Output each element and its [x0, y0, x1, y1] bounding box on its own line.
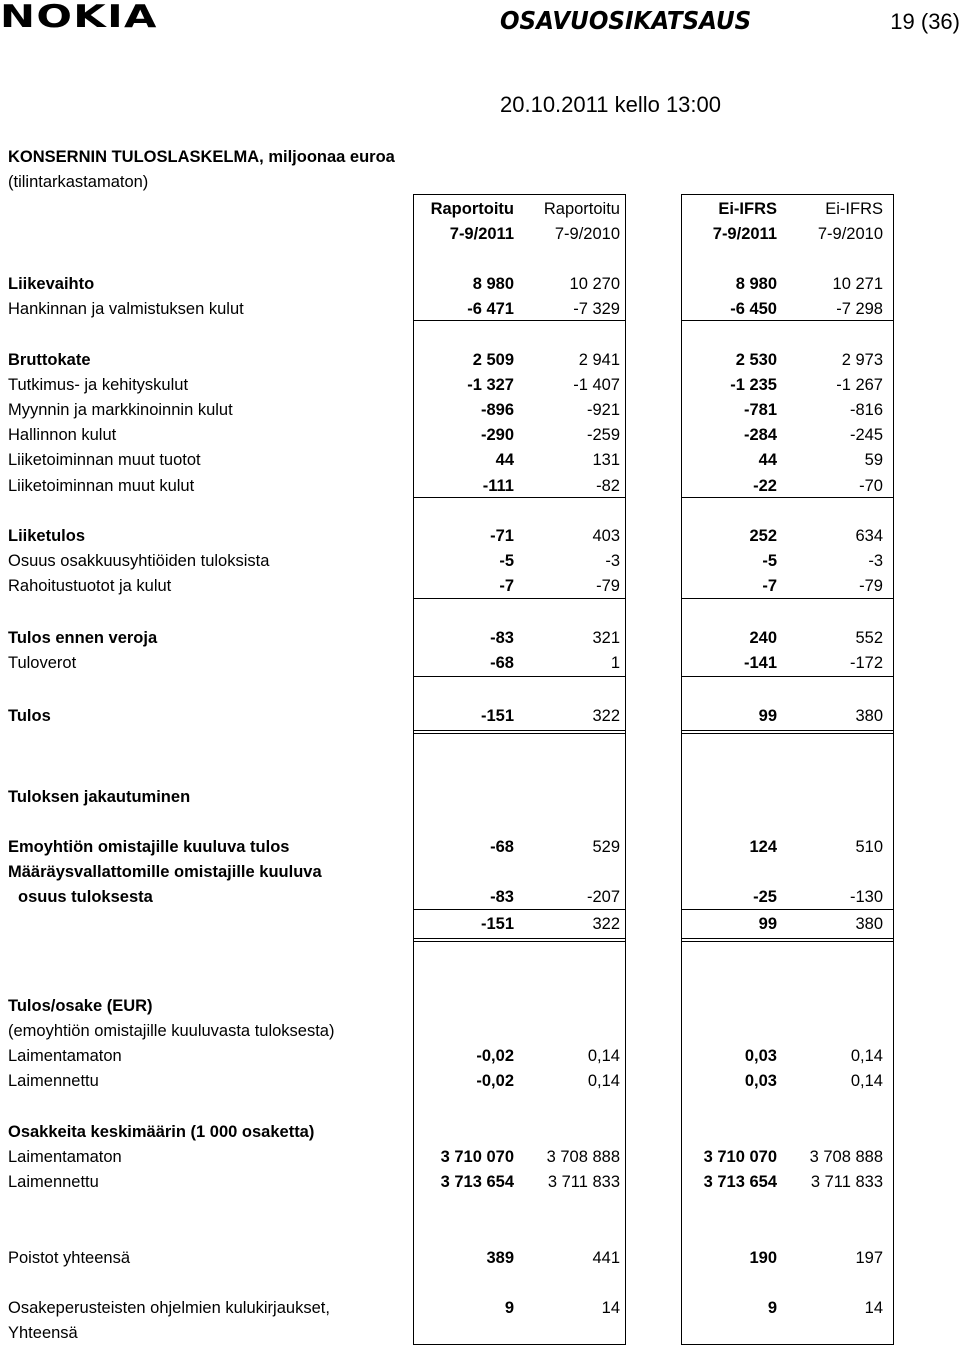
- table-row: [0, 1321, 960, 1346]
- row-label: Liiketulos: [8, 527, 86, 545]
- table-row: [0, 1120, 960, 1145]
- cell-value: -83: [490, 629, 514, 647]
- row-label: Liikevaihto: [8, 275, 95, 293]
- cell-value: 0,14: [587, 1072, 620, 1090]
- row-label: Hallinnon kulut: [8, 426, 117, 444]
- nokia-logo: NOKIA: [0, 0, 158, 35]
- cell-value: -68: [490, 838, 514, 856]
- cell-value: 510: [855, 838, 883, 856]
- cell-value: -7 329: [573, 300, 620, 318]
- cell-value: -896: [480, 401, 514, 419]
- cell-value: -172: [849, 654, 883, 672]
- cell-value: 3 710 070: [440, 1148, 514, 1166]
- cell-value: 2 530: [735, 351, 777, 369]
- table-row: [0, 474, 960, 499]
- table-row: [0, 423, 960, 448]
- cell-value: -82: [596, 477, 620, 495]
- cell-value: 2 941: [578, 351, 620, 369]
- cell-value: -921: [586, 401, 620, 419]
- row-label: Hankinnan ja valmistuksen kulut: [8, 300, 244, 318]
- cell-value: 3 708 888: [546, 1148, 620, 1166]
- cell-value: 321: [592, 629, 620, 647]
- cell-value: -0,02: [476, 1047, 514, 1065]
- cell-value: 44: [758, 451, 777, 469]
- sum-underline: [413, 320, 626, 321]
- col2-line1: Raportoitu: [543, 200, 620, 218]
- row-label: Laimennettu: [8, 1072, 99, 1090]
- cell-value: -781: [743, 401, 777, 419]
- sum-underline: [681, 320, 894, 321]
- row-label: Laimennettu: [8, 1173, 99, 1191]
- row-label: Tulos ennen veroja: [8, 629, 158, 647]
- row-label: Laimentamaton: [8, 1047, 122, 1065]
- sum-underline: [681, 676, 894, 677]
- cell-value: -5: [762, 552, 777, 570]
- sum-underline: [413, 676, 626, 677]
- cell-value: -25: [753, 888, 777, 906]
- cell-value: -6 471: [467, 300, 514, 318]
- table-row: [0, 835, 960, 860]
- cell-value: 1: [610, 654, 620, 672]
- cell-value: 3 708 888: [809, 1148, 883, 1166]
- sum-underline: [681, 598, 894, 599]
- row-label: Tutkimus- ja kehityskulut: [8, 376, 189, 394]
- row-label: Osuus osakkuusyhtiöiden tuloksista: [8, 552, 270, 570]
- table-row: [0, 860, 960, 885]
- report-title: KONSERNIN TULOSLASKELMA, miljoonaa euroa: [8, 148, 395, 166]
- row-label: Osakeperusteisten ohjelmien kulukirjaukset,: [8, 1299, 330, 1317]
- row-label: (emoyhtiön omistajille kuuluvasta tuloksesta): [8, 1022, 335, 1040]
- row-label: Liiketoiminnan muut kulut: [8, 477, 195, 495]
- cell-value: 3 713 654: [703, 1173, 777, 1191]
- cell-value: 3 711 833: [547, 1173, 620, 1191]
- table-row: [0, 785, 960, 810]
- report-subtitle: (tilintarkastamaton): [8, 173, 149, 191]
- col1-line1: Raportoitu: [430, 200, 514, 218]
- cell-value: -207: [586, 888, 620, 906]
- row-label: osuus tuloksesta: [18, 888, 153, 906]
- page-number: 19 (36): [890, 9, 960, 34]
- table-row: [0, 704, 960, 729]
- cell-value: 44: [495, 451, 514, 469]
- table-row: [0, 524, 960, 549]
- total-double-underline: [413, 938, 626, 942]
- table-row: [0, 885, 960, 910]
- cell-value: -79: [859, 577, 883, 595]
- table-row: [0, 272, 960, 297]
- row-label: Tulos: [8, 707, 51, 725]
- cell-value: -151: [480, 915, 514, 933]
- cell-value: 59: [864, 451, 883, 469]
- cell-value: -71: [490, 527, 514, 545]
- sum-underline: [413, 497, 626, 498]
- row-label: Liiketoiminnan muut tuotot: [8, 451, 201, 469]
- cell-value: -1 235: [730, 376, 777, 394]
- row-label: Määräysvallattomille omistajille kuuluva: [8, 863, 322, 881]
- cell-value: -7: [762, 577, 777, 595]
- section-heading: Osakkeita keskimäärin (1 000 osaketta): [8, 1123, 315, 1141]
- cell-value: 9: [504, 1299, 514, 1317]
- col2-line2: 7-9/2010: [554, 225, 620, 243]
- row-label: Poistot yhteensä: [8, 1249, 130, 1267]
- cell-value: 190: [749, 1249, 777, 1267]
- cell-value: 529: [592, 838, 620, 856]
- cell-value: 240: [749, 629, 777, 647]
- row-label: Rahoitustuotot ja kulut: [8, 577, 172, 595]
- cell-value: 0,03: [744, 1072, 777, 1090]
- total-double-underline: [681, 730, 894, 734]
- cell-value: -284: [743, 426, 777, 444]
- section-heading: Tuloksen jakautuminen: [8, 788, 191, 806]
- col3-line1: Ei-IFRS: [718, 200, 777, 218]
- cell-value: 0,14: [587, 1047, 620, 1065]
- table-row: [0, 574, 960, 599]
- cell-value: -245: [849, 426, 883, 444]
- cell-value: 124: [749, 838, 777, 856]
- document-title: OSAVUOSIKATSAUS: [500, 6, 752, 35]
- cell-value: -3: [605, 552, 620, 570]
- row-label: Bruttokate: [8, 351, 91, 369]
- cell-value: 197: [855, 1249, 883, 1267]
- row-label: Tuloverot: [8, 654, 77, 672]
- cell-value: 99: [758, 707, 777, 725]
- cell-value: 9: [767, 1299, 777, 1317]
- cell-value: 10 270: [569, 275, 620, 293]
- cell-value: 3 713 654: [440, 1173, 514, 1191]
- cell-value: -130: [849, 888, 883, 906]
- cell-value: 0,14: [850, 1047, 883, 1065]
- col1-line2: 7-9/2011: [449, 225, 514, 243]
- cell-value: 8 980: [735, 275, 777, 293]
- table-row: [0, 1246, 960, 1271]
- total-double-underline: [681, 938, 894, 942]
- cell-value: 252: [749, 527, 777, 545]
- table-row: [0, 297, 960, 322]
- cell-value: -5: [499, 552, 514, 570]
- col4-line1: Ei-IFRS: [825, 200, 883, 218]
- cell-value: 3 710 070: [703, 1148, 777, 1166]
- cell-value: -22: [753, 477, 777, 495]
- row-label: Yhteensä: [8, 1324, 78, 1342]
- cell-value: 131: [592, 451, 620, 469]
- cell-value: 99: [758, 915, 777, 933]
- sum-underline: [681, 497, 894, 498]
- cell-value: -1 267: [836, 376, 883, 394]
- cell-value: -1 327: [467, 376, 514, 394]
- table-row: [0, 1296, 960, 1321]
- table-row: [0, 549, 960, 574]
- row-label: Myynnin ja markkinoinnin kulut: [8, 401, 233, 419]
- cell-value: -6 450: [730, 300, 777, 318]
- section-heading: Tulos/osake (EUR): [8, 997, 153, 1015]
- cell-value: -68: [490, 654, 514, 672]
- row-label: Laimentamaton: [8, 1148, 122, 1166]
- cell-value: 0,03: [744, 1047, 777, 1065]
- cell-value: 322: [592, 707, 620, 725]
- cell-value: -259: [586, 426, 620, 444]
- cell-value: 322: [592, 915, 620, 933]
- cell-value: 3 711 833: [810, 1173, 883, 1191]
- cell-value: 0,14: [850, 1072, 883, 1090]
- table-row: [0, 1170, 960, 1195]
- cell-value: 2 973: [841, 351, 883, 369]
- cell-value: 14: [864, 1299, 883, 1317]
- cell-value: 380: [855, 707, 883, 725]
- release-date: 20.10.2011 kello 13:00: [500, 92, 721, 117]
- cell-value: -151: [480, 707, 514, 725]
- table-row: [0, 994, 960, 1019]
- table-row: [0, 1145, 960, 1170]
- table-row: [0, 1069, 960, 1094]
- cell-value: -816: [849, 401, 883, 419]
- cell-value: -111: [482, 477, 514, 495]
- table-row: [0, 912, 960, 937]
- row-label: Emoyhtiön omistajille kuuluva tulos: [8, 838, 290, 856]
- cell-value: -79: [596, 577, 620, 595]
- cell-value: -83: [490, 888, 514, 906]
- cell-value: 8 980: [472, 275, 514, 293]
- sum-underline: [681, 909, 894, 910]
- cell-value: 403: [592, 527, 620, 545]
- table-row: [0, 348, 960, 373]
- cell-value: -3: [868, 552, 883, 570]
- cell-value: -1 407: [573, 376, 620, 394]
- cell-value: 10 271: [832, 275, 883, 293]
- total-double-underline: [413, 730, 626, 734]
- col3-line2: 7-9/2011: [712, 225, 777, 243]
- cell-value: 14: [601, 1299, 620, 1317]
- table-row: [0, 1019, 960, 1044]
- table-row: [0, 373, 960, 398]
- cell-value: -290: [480, 426, 514, 444]
- table-row: [0, 651, 960, 676]
- cell-value: 389: [486, 1249, 514, 1267]
- sum-underline: [413, 598, 626, 599]
- table-row: [0, 448, 960, 473]
- cell-value: -0,02: [476, 1072, 514, 1090]
- cell-value: 634: [855, 527, 883, 545]
- cell-value: 441: [592, 1249, 620, 1267]
- cell-value: 552: [855, 629, 883, 647]
- cell-value: -7: [499, 577, 514, 595]
- table-row: [0, 1044, 960, 1069]
- col4-line2: 7-9/2010: [817, 225, 883, 243]
- cell-value: 380: [855, 915, 883, 933]
- cell-value: -141: [743, 654, 777, 672]
- table-row: [0, 398, 960, 423]
- cell-value: 2 509: [472, 351, 514, 369]
- cell-value: -70: [859, 477, 883, 495]
- sum-underline: [413, 909, 626, 910]
- cell-value: -7 298: [836, 300, 883, 318]
- table-row: [0, 626, 960, 651]
